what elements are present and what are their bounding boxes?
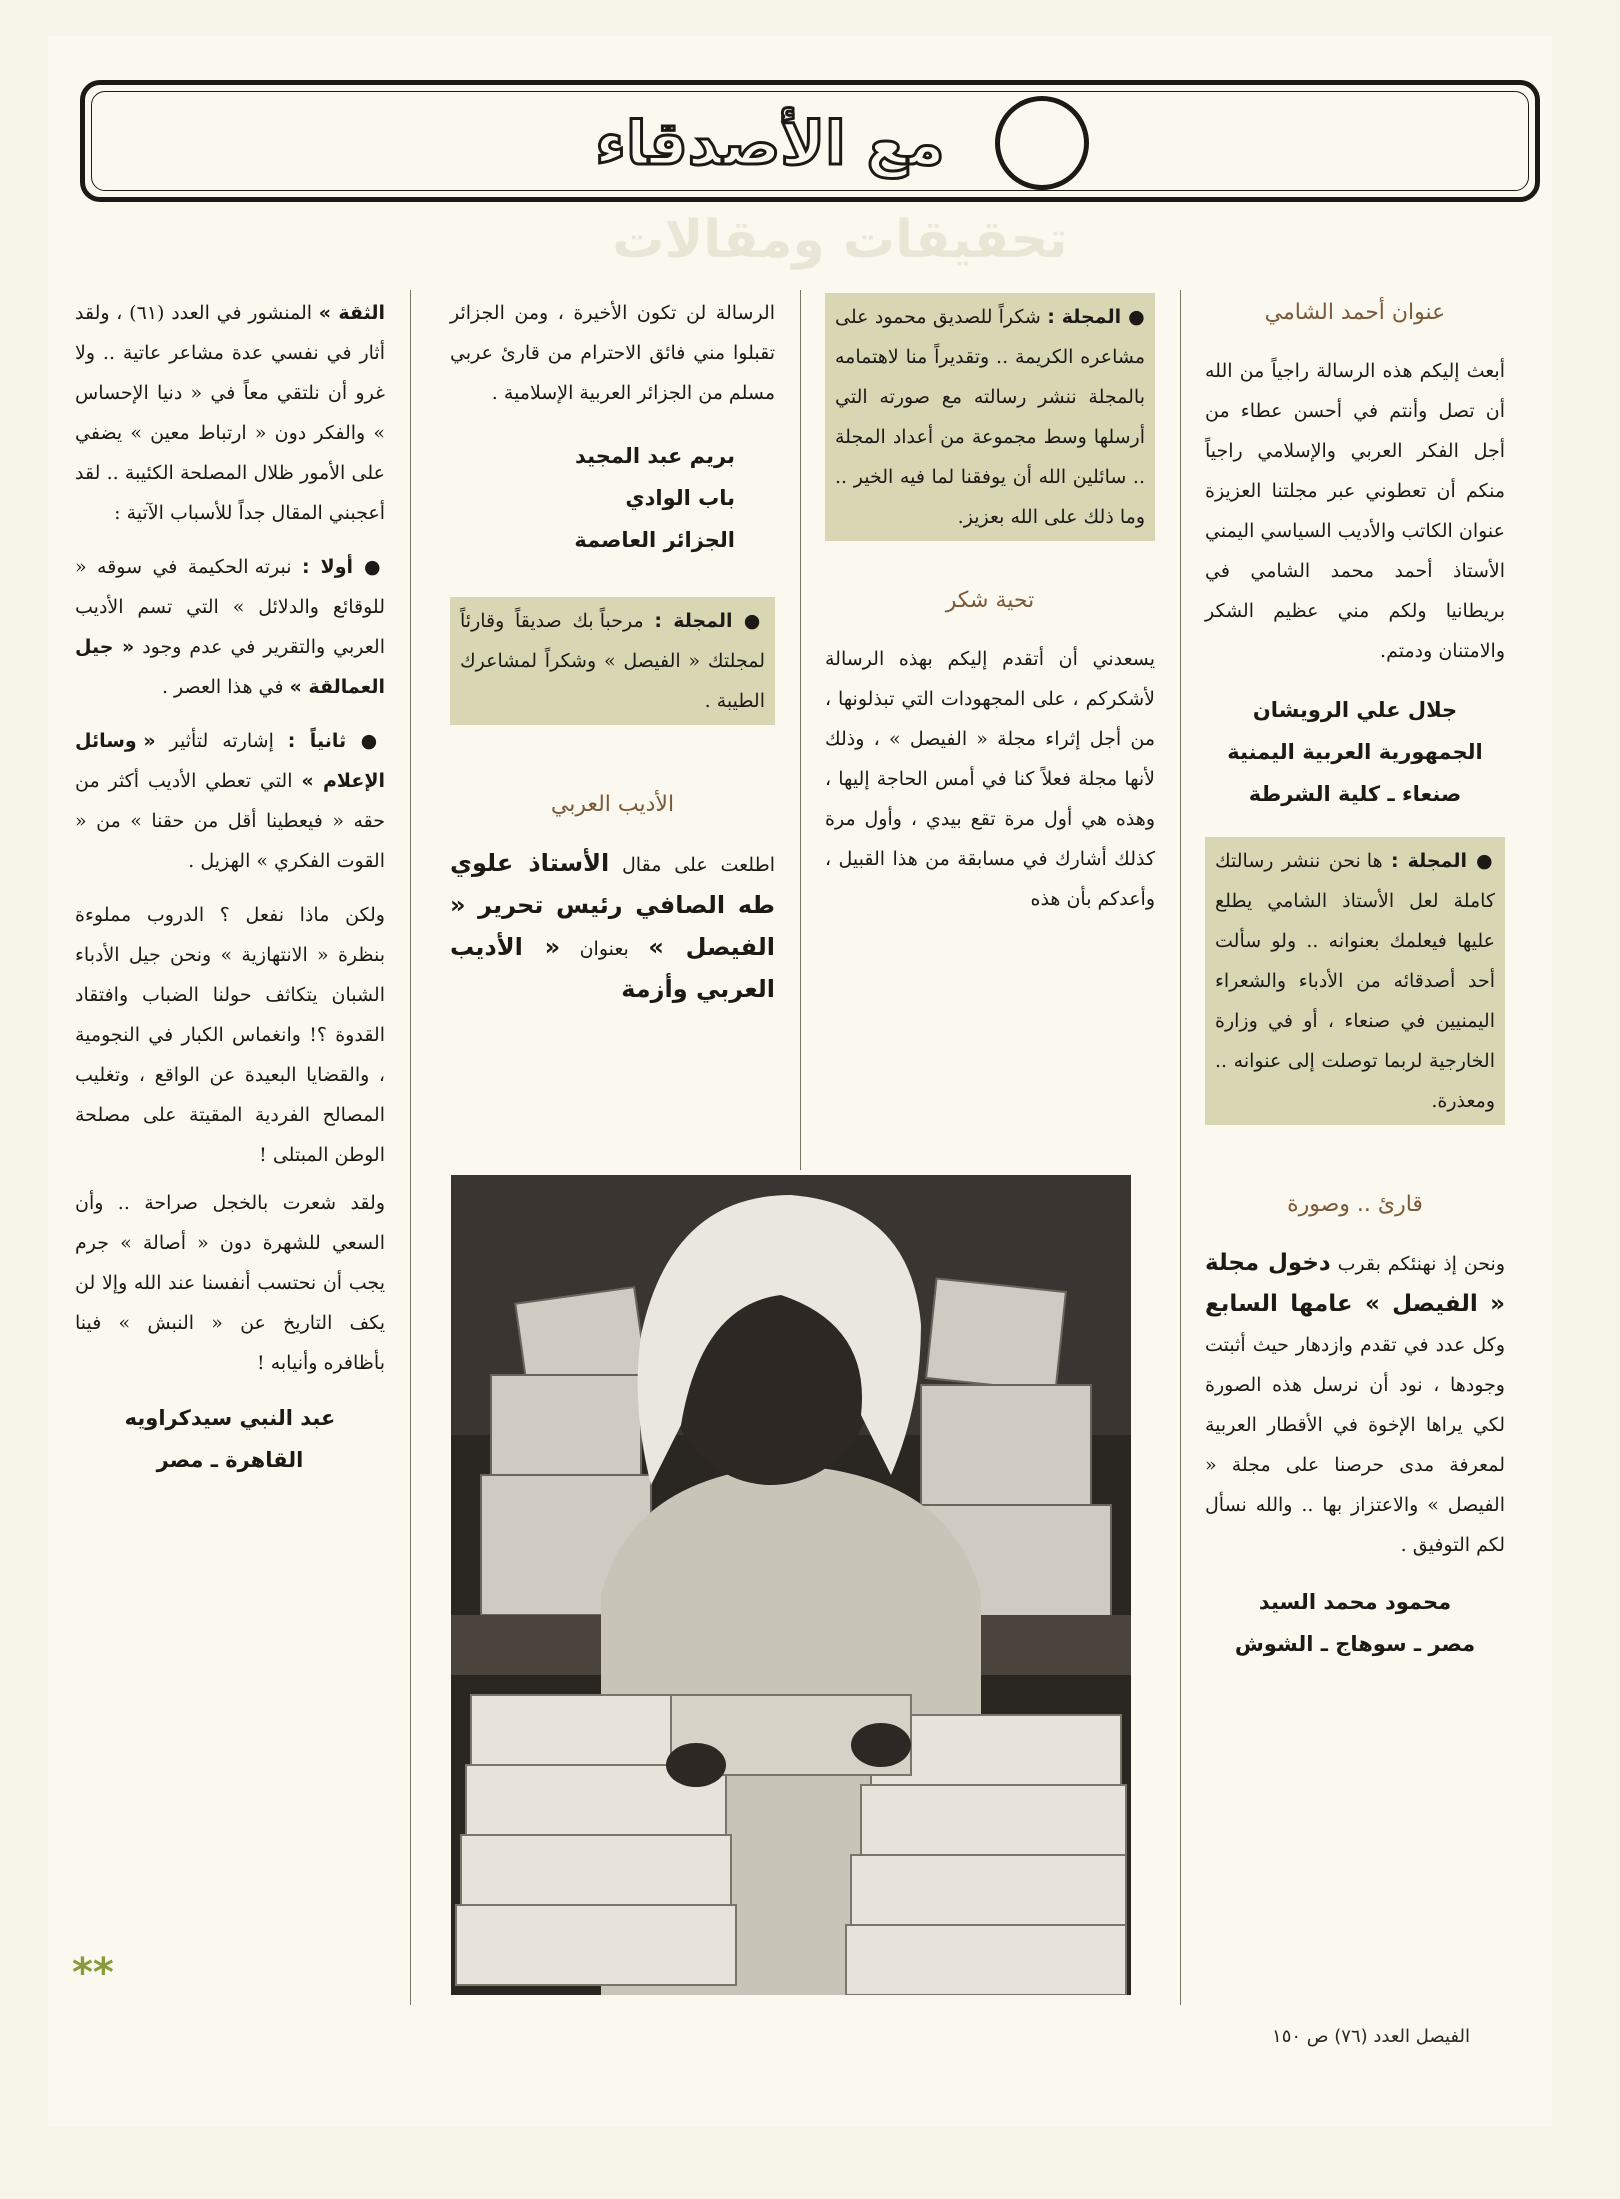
letter-signature: بريم عبد المجيد باب الوادي الجزائر العاصمة — [574, 444, 735, 552]
column-2 — [825, 293, 1155, 927]
editor-reply-box — [825, 293, 1155, 541]
letter-text: ولقد شعرت بالخجل صراحة .. وأن السعي للشهرة دون « أصالة » جرم يجب أن نحتسب أنفسنا عند الله وإلا لن يكف التاريخ عن « النبش » فينا بأظافره وأنيابه ! — [75, 1192, 385, 1374]
editor-reply: ها نحن ننشر رسالتك كاملة لعل الأستاذ الشامي يطلع عليها فيعلمك بعنوانه .. ولو سألت أحد أصدقائه من الأدباء والشعراء اليمنيين في صنعاء ، أو في وزارة الخارجية لربما توصلت إلى عنوانه .. ومعذرة. — [1215, 850, 1495, 1112]
letter-heading: عنوان أحمد الشامي — [1264, 300, 1446, 325]
letter-signature: جلال علي الرويشان الجمهورية العربية اليمنية صنعاء ـ كلية الشرطة — [1227, 698, 1483, 806]
letter-text: اطلعت على مقال الأستاذ علوي طه الصافي رئيس تحرير « الفيصل » بعنوان « الأديب العربي وأزمة — [450, 849, 775, 1003]
editor-reply-box — [1205, 837, 1505, 1125]
letter-heading: قارئ .. وصورة — [1287, 1192, 1423, 1217]
editor-reply: مرحباً بك صديقاً وقارئاً لمجلتك « الفيصل » وشكراً لمشاعرك الطيبة . — [460, 610, 765, 712]
letter-text: يسعدني أن أتقدم إليكم بهذه الرسالة لأشكركم ، على المجهودات التي تبذلونها ، من أجل إثراء مجلة « الفيصل » ، وذلك لأنها مجلة فعلاً كنا في أمس الحاجة إليها ، وهذه هي أول مرة تقع بيدي ، وأول مرة كذلك أشارك في مسابقة من هذا القبيل ، وأعدكم بأن هذه — [825, 648, 1155, 910]
column-3 — [450, 293, 775, 1019]
letter-text: الثقة » المنشور في العدد (٦١) ، ولقد أثار في نفسي عدة مشاعر عاتية .. ولا غرو أن نلتقي معاً في « دنيا الإحساس » والفكر دون « ارتباط معين » يضفي على الأمور ظلال المصلحة الكئيبة .. لقد أعجبني المقال جداً للأسباب الآتية : — [75, 302, 385, 524]
letter-text: ● ثانياً : إشارته لتأثير « وسائل الإعلام » التي تعطي الأديب أكثر من حقه « فيعطينا أقل من حقنا » من « القوت الفكري » الهزيل . — [75, 730, 385, 872]
letter-signature: عبد النبي سيدكراويه القاهرة ـ مصر — [124, 1406, 336, 1472]
letter-text: الرسالة لن تكون الأخيرة ، ومن الجزائر تقبلوا مني فائق الاحترام من قارئ عربي مسلم من الجزائر العربية الإسلامية . — [450, 302, 775, 404]
section-title: مع الأصدقاء — [595, 109, 945, 179]
editor-reply-box — [450, 597, 775, 725]
letter-heading: الأديب العربي — [550, 792, 675, 817]
editor-reply: شكراً للصديق محمود على مشاعره الكريمة .. وتقديراً منا لاهتمامه بالمجلة ننشر رسالته مع صورته التي أرسلها وسط مجموعة من أعداد المجلة .. سائلين الله أن يوفقنا لما فيه الخير .. وما ذلك على الله بعزيز. — [835, 306, 1145, 528]
column-1 — [1205, 293, 1505, 1665]
editor-label: ● المجلة : — [1391, 850, 1495, 872]
bleed-through-text: تحقيقات ومقالات — [612, 210, 1068, 270]
column-rule — [800, 290, 801, 1170]
column-rule — [1180, 290, 1181, 2005]
letter-text: ولكن ماذا نفعل ؟ الدروب مملوءة بنظرة « الانتهازية » ونحن جيل الأدباء الشبان يتكاثف حولنا الضباب وافتقاد القدوة ؟! وانغماس الكبار في النجومية ، والقضايا البعيدة عن الواقع ، وتغليب المصالح الفردية المقيتة على مصلحة الوطن المبتلى ! — [75, 904, 385, 1166]
page-footer: الفيصل العدد (٧٦) ص ١٥٠ — [1272, 2026, 1470, 2047]
editor-label: ● المجلة : — [654, 610, 765, 632]
reader-photo — [451, 1175, 1131, 1995]
letter-signature: محمود محمد السيد مصر ـ سوهاج ـ الشوش — [1234, 1590, 1476, 1656]
editor-label: ● المجلة : — [1047, 306, 1145, 328]
column-rule — [410, 290, 411, 2005]
letter-text: ● أولا : نبرته الحكيمة في سوقه « للوقائع والدلائل » التي تسم الأديب العربي والتقرير في عدم وجود « جيل العمالقة » في هذا العصر . — [75, 556, 385, 698]
end-ornament: ** — [72, 1950, 114, 1996]
letter-text: ونحن إذ نهنئكم بقرب دخول مجلة « الفيصل » عامها السابع وكل عدد في تقدم وازدهار حيث أثبتت وجودها ، نود أن نرسل هذه الصورة لكي يراها الإخوة في الأقطار العربية لمعرفة مدى حرصنا على مجلة « الفيصل » والاعتزاز بها .. والله نسأل لكم التوفيق . — [1205, 1250, 1505, 1556]
letter-text: أبعث إليكم هذه الرسالة راجياً من الله أن تصل وأنتم في أحسن عطاء من أجل الفكر العربي والإسلامي راجياً منكم أن تعطوني عبر مجلتنا العزيزة عنوان الكاتب والأديب السياسي اليمني الأستاذ أحمد محمد الشامي في بريطانيا ولكم مني عظيم الشكر والامتنان ودمتم. — [1205, 360, 1505, 662]
column-4 — [75, 293, 385, 1481]
letter-heading: تحية شكر — [945, 588, 1035, 613]
